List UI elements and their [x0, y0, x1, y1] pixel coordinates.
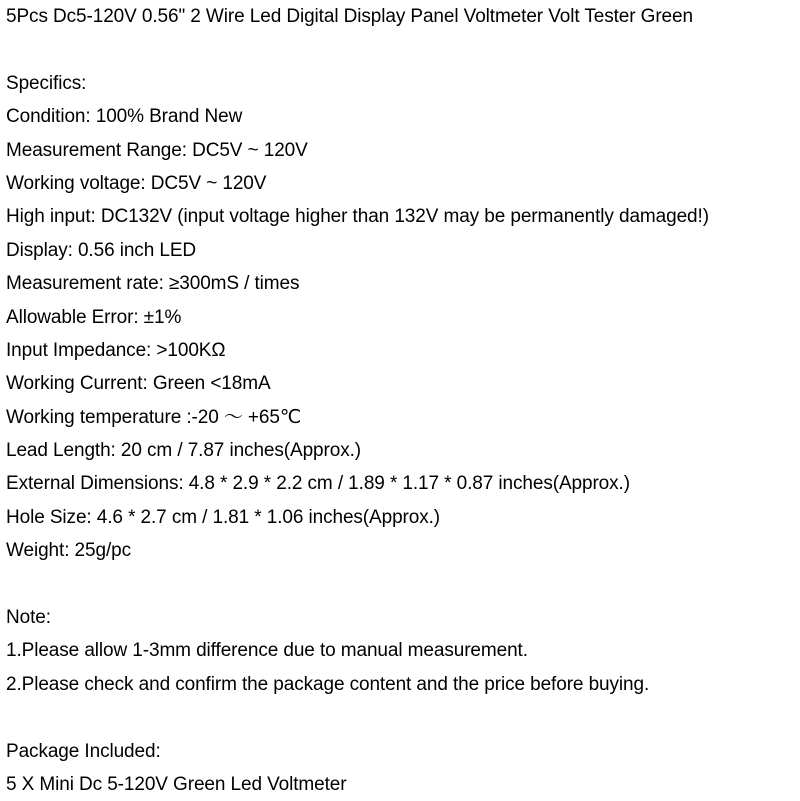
spacer: [6, 33, 796, 66]
spacer: [6, 568, 796, 601]
spacer: [6, 701, 796, 734]
spec-external-dimensions: External Dimensions: 4.8 * 2.9 * 2.2 cm / 1.89 * 1.17 * 0.87 inches(Approx.): [6, 473, 630, 495]
product-description: [6, 0, 796, 801]
product-title: 5Pcs Dc5-120V 0.56" 2 Wire Led Digital Display Panel Voltmeter Volt Tester Green: [6, 6, 693, 27]
spec-measurement-range: Measurement Range: DC5V ~ 120V: [6, 139, 308, 161]
spec-hole-size: Hole Size: 4.6 * 2.7 cm / 1.81 * 1.06 inches(Approx.): [6, 506, 441, 528]
spec-lead-length: Lead Length: 20 cm / 7.87 inches(Approx.): [6, 440, 362, 462]
spec-condition: Condition: 100% Brand New: [6, 106, 243, 128]
note-heading: Note:: [6, 607, 51, 629]
package-heading: Package Included:: [6, 740, 161, 762]
spec-working-temperature: Working temperature :-20 ～ +65℃: [6, 406, 302, 428]
package-item: 5 X Mini Dc 5-120V Green Led Voltmeter: [6, 773, 347, 795]
spec-high-input: High input: DC132V (input voltage higher than 132V may be permanently damaged!): [6, 206, 709, 228]
spec-display: Display: 0.56 inch LED: [6, 239, 197, 261]
specifics-heading: Specifics:: [6, 72, 87, 94]
spec-allowable-error: Allowable Error: ±1%: [6, 306, 182, 328]
spec-working-voltage: Working voltage: DC5V ~ 120V: [6, 172, 267, 194]
spec-measurement-rate: Measurement rate: ≥300mS / times: [6, 273, 300, 295]
note-item-1: 1.Please allow 1-3mm difference due to manual measurement.: [6, 640, 528, 662]
spec-working-current: Working Current: Green <18mA: [6, 373, 271, 395]
spec-input-impedance: Input Impedance: >100KΩ: [6, 339, 226, 361]
note-item-2: 2.Please check and confirm the package content and the price before buying.: [6, 673, 650, 695]
spec-weight: Weight: 25g/pc: [6, 540, 131, 562]
